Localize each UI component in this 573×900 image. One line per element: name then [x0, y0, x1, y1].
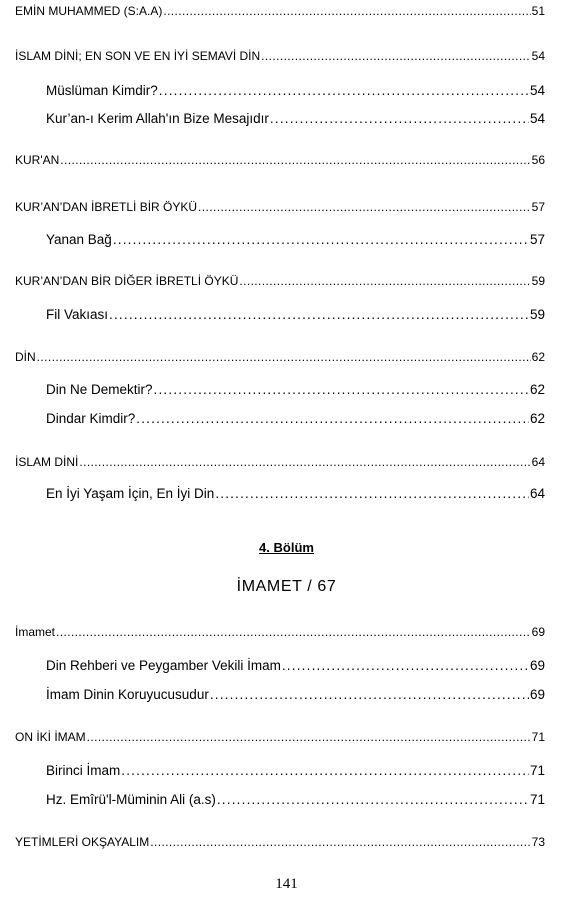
toc-row	[0, 350, 573, 370]
toc-entry-subsection	[46, 232, 545, 247]
dot-leader	[37, 350, 531, 364]
section-title: İMAMET / 67	[236, 578, 337, 595]
toc-row	[0, 486, 573, 506]
dot-leader	[150, 835, 530, 849]
toc-entry-page: 59	[531, 274, 545, 288]
toc-row	[0, 411, 573, 431]
dot-leader	[239, 274, 530, 288]
toc-row	[0, 455, 573, 475]
toc-entry-title: EMİN MUHAMMED (S:A.A)	[15, 4, 163, 18]
toc-entry-title: KUR’AN’DAN İBRETLİ BİR ÖYKÜ	[15, 200, 198, 214]
dot-leader	[136, 411, 529, 426]
toc-entry-page: 69	[529, 658, 545, 673]
dot-leader	[282, 658, 529, 673]
toc-entry-page: 69	[531, 625, 545, 639]
toc-row	[0, 274, 573, 294]
toc-entry-page: 51	[531, 4, 545, 18]
toc-row	[0, 658, 573, 678]
toc-entry-title: Dindar Kimdir?	[46, 411, 136, 426]
toc-entry-chapter	[15, 153, 545, 167]
toc-entry-chapter	[15, 200, 545, 214]
dot-leader	[154, 382, 529, 397]
toc-entry-chapter	[15, 625, 545, 639]
toc-entry-page: 71	[529, 763, 545, 778]
toc-entry-page: 64	[531, 455, 545, 469]
toc-entry-page: 56	[531, 153, 545, 167]
dot-leader	[159, 83, 529, 98]
toc-entry-title: İSLAM DİNİ	[15, 455, 79, 469]
dot-leader	[210, 687, 529, 702]
toc-entry-page: 71	[529, 792, 545, 807]
toc-row	[0, 153, 573, 173]
toc-entry-page: 57	[529, 232, 545, 247]
toc-entry-subsection	[46, 486, 545, 501]
toc-entry-title: İmamet	[15, 625, 56, 639]
toc-entry-subsection	[46, 792, 545, 807]
toc-entry-chapter	[15, 4, 545, 18]
toc-entry-chapter	[15, 274, 545, 288]
toc-entry-title: Din Rehberi ve Peygamber Vekili İmam	[46, 658, 281, 673]
toc-row	[0, 835, 573, 855]
toc-row	[0, 625, 573, 645]
toc-entry-page: 54	[531, 49, 545, 63]
toc-entry-title: ON İKİ İMAM	[15, 730, 86, 744]
toc-entry-title: Fil Vakıası	[46, 307, 109, 322]
toc-entry-page: 71	[531, 730, 545, 744]
dot-leader	[87, 730, 531, 744]
toc-entry-title: İmam Dinin Koruyucusudur	[46, 687, 209, 702]
page-number: 141	[275, 876, 298, 892]
toc-entry-page: 57	[531, 200, 545, 214]
dot-leader	[79, 455, 530, 469]
toc-entry-page: 54	[529, 83, 545, 98]
toc-entry-title: Kur’an-ı Kerim Allah'ın Bize Mesajıdır	[46, 111, 269, 126]
toc-row	[0, 200, 573, 220]
toc-entry-page: 69	[529, 687, 545, 702]
dot-leader	[113, 232, 529, 247]
dot-leader	[56, 625, 531, 639]
toc-entry-title: KUR’AN’DAN BİR DİĞER İBRETLİ ÖYKÜ	[15, 274, 239, 288]
toc-row	[0, 792, 573, 812]
toc-entry-subsection	[46, 307, 545, 322]
toc-entry-title: Birinci İmam	[46, 763, 121, 778]
toc-row	[0, 4, 573, 24]
dot-leader	[163, 4, 530, 18]
dot-leader	[215, 486, 529, 501]
dot-leader	[109, 307, 529, 322]
toc-row	[0, 232, 573, 252]
toc-entry-chapter	[15, 350, 545, 364]
toc-entry-subsection	[46, 382, 545, 397]
toc-entry-title: Din Ne Demektir?	[46, 382, 153, 397]
dot-leader	[270, 111, 529, 126]
toc-row	[0, 83, 573, 103]
toc-entry-chapter	[15, 730, 545, 744]
toc-row	[0, 382, 573, 402]
toc-row	[0, 111, 573, 131]
toc-entry-title: En İyi Yaşam İçin, En İyi Din	[46, 486, 215, 501]
toc-entry-page: 59	[529, 307, 545, 322]
toc-entry-title: KUR'AN	[15, 153, 60, 167]
section-label: 4. Bölüm	[259, 540, 314, 555]
toc-row	[0, 307, 573, 327]
toc-entry-chapter	[15, 455, 545, 469]
dot-leader	[60, 153, 530, 167]
toc-entry-subsection	[46, 658, 545, 673]
toc-entry-title: Hz. Emîrü'l-Müminin Ali (a.s)	[46, 792, 216, 807]
toc-entry-subsection	[46, 83, 545, 98]
dot-leader	[198, 200, 531, 214]
toc-entry-page: 54	[529, 111, 545, 126]
toc-row	[0, 49, 573, 69]
dot-leader	[261, 49, 530, 63]
toc-entry-title: İSLAM DİNİ; EN SON VE EN İYİ SEMAVİ DİN	[15, 49, 261, 63]
toc-row	[0, 687, 573, 707]
toc-entry-title: DİN	[15, 350, 36, 364]
dot-leader	[121, 763, 529, 778]
dot-leader	[217, 792, 529, 807]
toc-entry-subsection	[46, 411, 545, 426]
toc-entry-title: Müslüman Kimdir?	[46, 83, 158, 98]
toc-entry-title: Yanan Bağ	[46, 232, 112, 247]
toc-entry-chapter	[15, 49, 545, 63]
toc-entry-title: YETİMLERİ OKŞAYALIM	[15, 835, 150, 849]
toc-entry-page: 64	[529, 486, 545, 501]
toc-entry-chapter	[15, 835, 545, 849]
toc-row	[0, 763, 573, 783]
toc-entry-subsection	[46, 687, 545, 702]
toc-entry-subsection	[46, 111, 545, 126]
toc-entry-page: 62	[531, 350, 545, 364]
toc-entry-page: 62	[529, 382, 545, 397]
toc-entry-page: 62	[529, 411, 545, 426]
toc-entry-page: 73	[531, 835, 545, 849]
toc-entry-subsection	[46, 763, 545, 778]
toc-row	[0, 730, 573, 750]
